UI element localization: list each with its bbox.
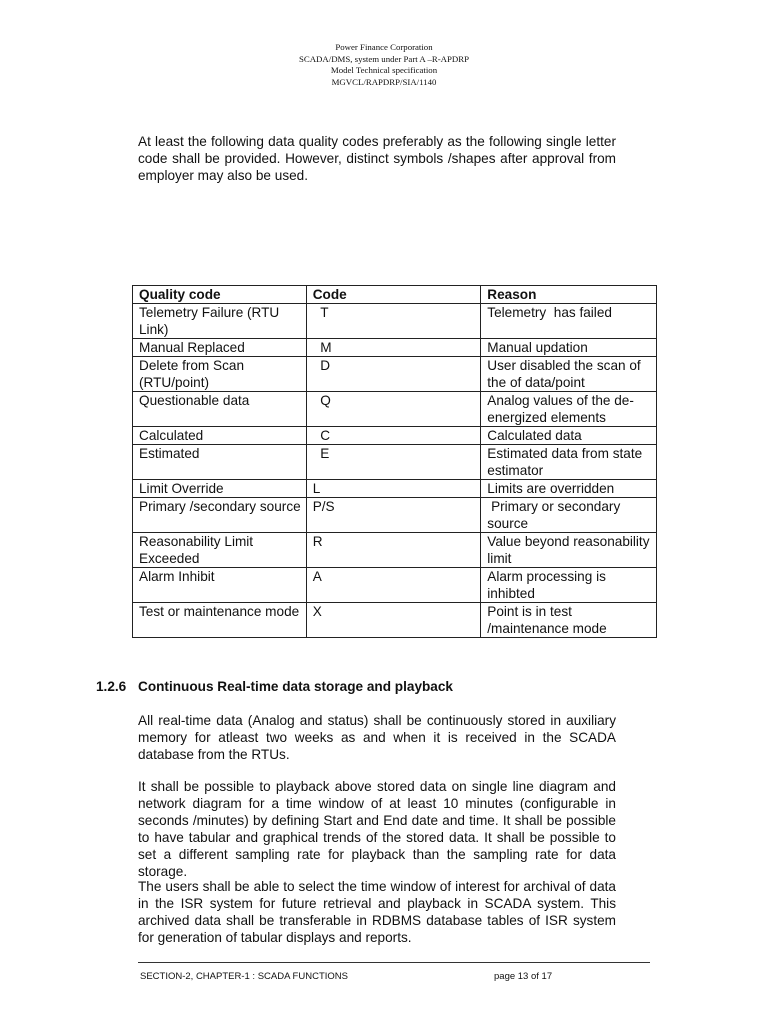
table-row (133, 357, 657, 392)
reason-cell: User disabled the scan of the of data/point (481, 357, 657, 392)
header-reference: MGVCL/RAPDRP/SIA/1140 (331, 76, 437, 87)
reason-cell: Limits are overridden (481, 480, 657, 498)
footer-divider (138, 962, 650, 963)
quality-codes-table (132, 285, 657, 638)
quality-code-cell: Questionable data (133, 392, 307, 427)
code-cell: D (306, 357, 481, 392)
section-title: Continuous Real-time data storage and playback (138, 679, 453, 694)
code-cell: M (306, 339, 481, 357)
section-heading (96, 679, 453, 694)
section-paragraph-1: All real-time data (Analog and status) shall be continuously stored in auxiliary memory for atleast two weeks as and when it is received in the SCADA database from the RTUs. (138, 713, 616, 762)
reason-cell: Analog values of the de-energized elements (481, 392, 657, 427)
table-row (133, 533, 657, 568)
code-cell: C (306, 427, 481, 445)
code-cell: E (306, 445, 481, 480)
header-doc-type: Model Technical specification (330, 65, 438, 75)
reason-cell: Alarm processing is inhibted (481, 568, 657, 603)
reason-cell: Point is in test /maintenance mode (481, 603, 657, 638)
quality-code-cell: Telemetry Failure (RTU Link) (133, 304, 307, 339)
quality-code-cell: Alarm Inhibit (133, 568, 307, 603)
table-header-row (133, 286, 657, 304)
table-body (133, 304, 657, 638)
section-paragraph-2: It shall be possible to playback above stored data on single line diagram and network diagram for a time window of at least 10 minutes (configurable in seconds /minutes) by defining Start and End date and time. It shall be possible to have tabular and graphical trends of the stored data. It shall be possible to set a different sampling rate for playback than the sampling rate for data storage. (138, 779, 616, 879)
header-reason: Reason (481, 286, 657, 304)
quality-code-cell: Estimated (133, 445, 307, 480)
quality-code-cell: Delete from Scan (RTU/point) (133, 357, 307, 392)
reason-cell: Calculated data (481, 427, 657, 445)
footer-section-label: SECTION-2, CHAPTER-1 : SCADA FUNCTIONS (140, 971, 348, 982)
quality-code-cell: Primary /secondary source (133, 498, 307, 533)
table-row (133, 480, 657, 498)
code-cell: Q (306, 392, 481, 427)
quality-code-cell: Limit Override (133, 480, 307, 498)
reason-cell: Manual updation (481, 339, 657, 357)
header-project: SCADA/DMS, system under Part A –R-APDRP (298, 53, 470, 64)
code-cell: P/S (306, 498, 481, 533)
table-row (133, 603, 657, 638)
header-code: Code (306, 286, 481, 304)
reason-cell: Estimated data from state estimator (481, 445, 657, 480)
table-row (133, 339, 657, 357)
code-cell: A (306, 568, 481, 603)
quality-code-cell: Reasonability Limit Exceeded (133, 533, 307, 568)
section-number: 1.2.6 (96, 679, 127, 694)
table-row (133, 498, 657, 533)
code-cell: L (306, 480, 481, 498)
quality-code-cell: Manual Replaced (133, 339, 307, 357)
intro-paragraph: At least the following data quality codes preferably as the following single letter code shall be provided. However, distinct symbols /shapes after approval from employer may also be used. (138, 134, 616, 183)
table-row (133, 392, 657, 427)
code-cell: X (306, 603, 481, 638)
code-cell: T (306, 304, 481, 339)
footer-page-number: page 13 of 17 (494, 971, 553, 982)
header-quality-code: Quality code (133, 286, 307, 304)
table-row (133, 445, 657, 480)
code-cell: R (306, 533, 481, 568)
page-header (0, 42, 768, 88)
table-row (133, 568, 657, 603)
table-row (133, 427, 657, 445)
table-row (133, 304, 657, 339)
reason-cell: Telemetry has failed (481, 304, 657, 339)
quality-code-cell: Calculated (133, 427, 307, 445)
quality-code-cell: Test or maintenance mode (133, 603, 307, 638)
reason-cell: Primary or secondary source (481, 498, 657, 533)
reason-cell: Value beyond reasonability limit (481, 533, 657, 568)
section-paragraph-3: The users shall be able to select the time window of interest for archival of data in the ISR system for future retrieval and playback in SCADA system. This archived data shall be transferable in RDBMS database tables of ISR system for generation of tabular displays and reports. (138, 879, 616, 945)
header-org: Power Finance Corporation (335, 42, 433, 52)
